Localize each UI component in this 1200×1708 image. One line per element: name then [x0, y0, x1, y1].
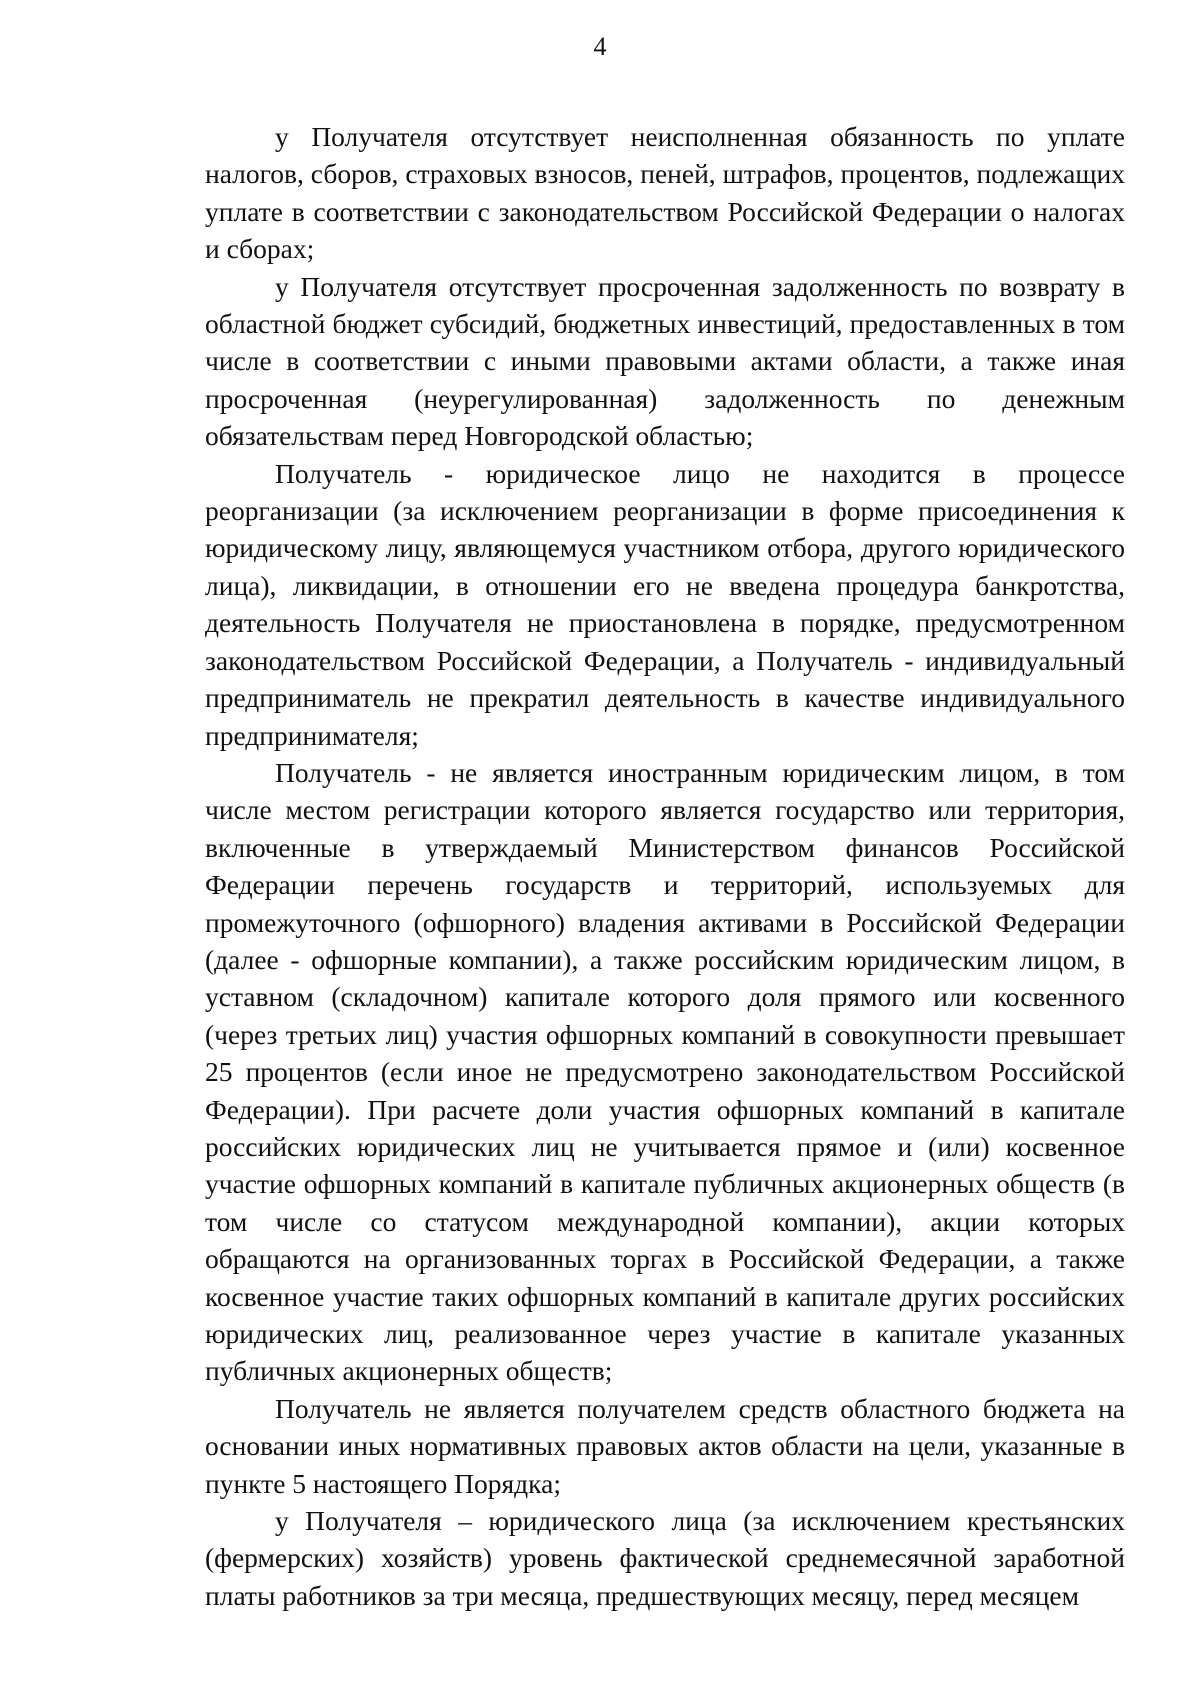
- paragraph-overdue-debt: у Получателя отсутствует просроченная задолженность по возврату в областной бюджет субсидий, бюджетных инвестиций, предоставленных в том числе в соответствии с иными правовыми актами области, а также иная просроченная (неурегулированная) задолженность по денежным обязательствам перед Новгородской областью;: [205, 270, 1125, 452]
- paragraph-salary: у Получателя – юридического лица (за исключением крестьянских (фермерских) хозяйств) уровень фактической среднемесячной заработной платы работников за три месяца, предшествующих месяцу, перед месяцем: [205, 1505, 1125, 1611]
- paragraph-tax-obligations: у Получателя отсутствует неисполненная обязанность по уплате налогов, сборов, страховых взносов, пеней, штрафов, процентов, подлежащих уплате в соответствии с законодательством Российской Федерации о налогах и сборах;: [205, 121, 1125, 265]
- page-number: 4: [593, 32, 607, 61]
- paragraph-offshore: Получатель - не является иностранным юридическим лицом, в том числе местом регистрации которого является государство или территория, включенные в утверждаемый Министерством финансов Российской Федерации перечень государств и территорий, используемых для промежуточного (офшорного) владения активами в Российской Федерации (далее - офшорные компании), а также российским юридическим лицом, в уставном (складочном) капитале которого доля прямого или косвенного (через третьих лиц) участия офшорных компаний в совокупности превышает 25 процентов (если иное не предусмотрено законодательством Российской Федерации). При расчете доли участия офшорных компаний в капитале российских юридических лиц не учитывается прямое и (или) косвенное участие офшорных компаний в капитале публичных акционерных обществ (в том числе со статусом международной компании), акции которых обращаются на организованных торгах в Российской Федерации, а также косвенное участие таких офшорных компаний в капитале других российских юридических лиц, реализованное через участие в капитале указанных публичных акционерных обществ;: [205, 756, 1125, 1387]
- paragraph-other-acts: Получатель не является получателем средств областного бюджета на основании иных нормативных правовых актов области на цели, указанные в пункте 5 настоящего Порядка;: [205, 1392, 1125, 1499]
- paragraph-reorganization: Получатель - юридическое лицо не находится в процессе реорганизации (за исключением реорганизации в форме присоединения к юридическому лицу, являющемуся участником отбора, другого юридического лица), ликвидации, в отношении его не введена процедура банкротства, деятельность Получателя не приостановлена в порядке, предусмотренном законодательством Российской Федерации, а Получатель - индивидуальный предприниматель не прекратил деятельность в качестве индивидуального предпринимателя;: [205, 457, 1125, 751]
- document-body: [205, 118, 1125, 1614]
